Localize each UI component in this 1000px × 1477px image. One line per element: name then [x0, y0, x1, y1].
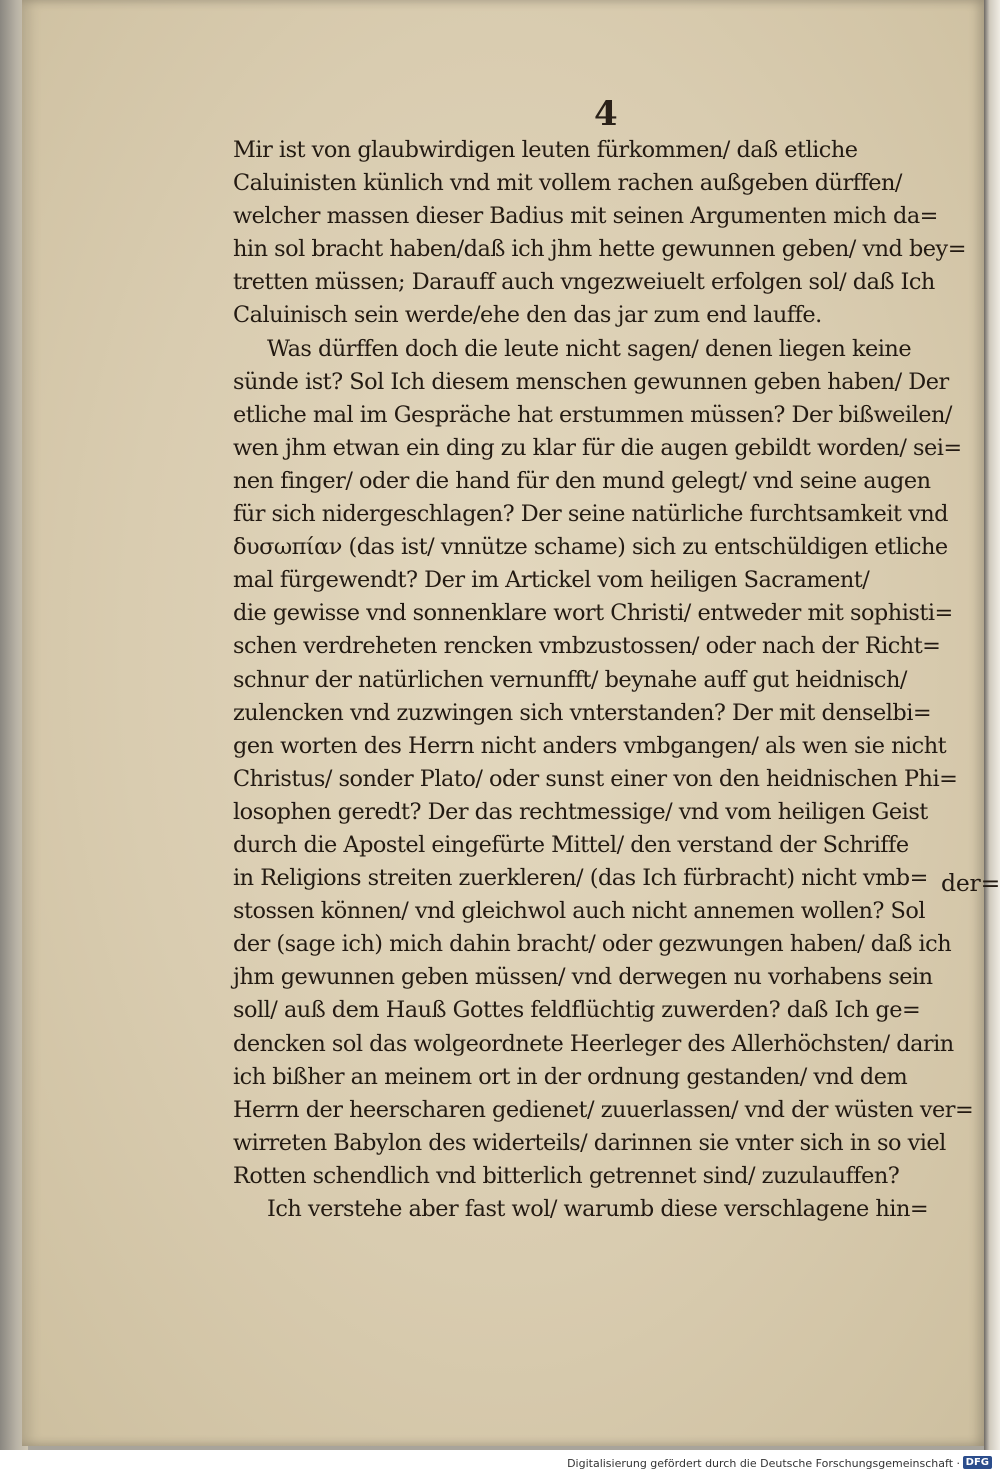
catchword: der= [941, 869, 1000, 897]
text-line: stossen können/ vnd gleichwol auch nicht annemen wollen? Sol [233, 898, 925, 925]
text-line: durch die Apostel eingefürte Mittel/ den verstand der Schriffe [233, 831, 909, 858]
text-line: δυσωπίαν (das ist/ vnnütze schame) sich zu entschüldigen etliche [233, 534, 948, 561]
text-line: etliche mal im Gespräche hat erstummen müssen? Der bißweilen/ [233, 401, 952, 428]
text-line: losophen geredt? Der das rechtmessige/ vnd vom heiligen Geist [233, 798, 928, 825]
text-line: nen finger/ oder die hand für den mund gelegt/ vnd seine augen [233, 467, 931, 494]
text-line: Christus/ sonder Plato/ oder sunst einer von den heidnischen Phi= [233, 765, 958, 792]
text-line: welcher massen dieser Badius mit seinen Argumenten mich da= [233, 203, 938, 230]
text-line: Rotten schendlich vnd bitterlich getrennet sind/ zuzulauffen? [233, 1162, 900, 1189]
text-line: wirreten Babylon des widerteils/ darinnen sie vnter sich in so viel [233, 1129, 946, 1156]
text-line: soll/ auß dem Hauß Gottes feldflüchtig zuwerden? daß Ich ge= [233, 997, 921, 1024]
text-line: tretten müssen; Darauff auch vngezweiuelt erfolgen sol/ daß Ich [233, 269, 935, 296]
text-line: mal fürgewendt? Der im Artickel vom heiligen Sacrament/ [233, 567, 870, 594]
text-line: sünde ist? Sol Ich diesem menschen gewunnen geben haben/ Der [233, 368, 949, 395]
text-line: in Religions streiten zuerkleren/ (das Ich fürbracht) nicht vmb= [233, 865, 928, 892]
text-line: hin sol bracht haben/daß ich jhm hette gewunnen geben/ vnd bey= [233, 236, 966, 263]
text-line: gen worten des Herrn nicht anders vmbgangen/ als wen sie nicht [233, 732, 947, 759]
page-number: 4 [594, 94, 618, 134]
text-line: zulencken vnd zuzwingen sich vnterstanden? Der mit denselbi= [233, 699, 932, 726]
text-line: dencken sol das wolgeordnete Heerleger des Allerhöchsten/ darin [233, 1030, 954, 1057]
text-line: Mir ist von glaubwirdigen leuten fürkommen/ daß etliche [233, 137, 858, 163]
text-line: für sich nidergeschlagen? Der seine natürliche furchtsamkeit vnd [233, 501, 948, 528]
text-line: schen verdreheten rencken vmbzustossen/ oder nach der Richt= [233, 633, 941, 660]
footer-bar [0, 1450, 1000, 1477]
text-line: jhm gewunnen geben müssen/ vnd derwegen nu vorhabens sein [233, 964, 933, 991]
text-line: Ich verstehe aber fast wol/ warumb diese verschlagene hin= [267, 1196, 929, 1222]
text-line: schnur der natürlichen vernunfft/ beynahe auff gut heidnisch/ [233, 666, 907, 693]
text-line: der (sage ich) mich dahin bracht/ oder gezwungen haben/ daß ich [233, 931, 952, 958]
text-line: Caluinisch sein werde/ehe den das jar zum end lauffe. [233, 302, 822, 329]
text-line: ich bißher an meinem ort in der ordnung gestanden/ vnd dem [233, 1063, 908, 1090]
text-line: die gewisse vnd sonnenklare wort Christi/ entweder mit sophisti= [233, 600, 953, 627]
dfg-logo: DFG [963, 1456, 992, 1469]
text-line: wen jhm etwan ein ding zu klar für die augen gebildt worden/ sei= [233, 434, 962, 461]
body-text [233, 134, 985, 1226]
text-line: Caluinisten künlich vnd mit vollem rachen außgeben dürffen/ [233, 170, 902, 197]
text-line: Herrn der heerscharen gedienet/ zuuerlassen/ vnd der wüsten ver= [233, 1096, 974, 1123]
book-right-edge [984, 0, 1000, 1450]
funding-credit: Digitalisierung gefördert durch die Deutsche Forschungsgemeinschaft · [567, 1457, 960, 1470]
text-line: Was dürffen doch die leute nicht sagen/ denen liegen keine [267, 335, 912, 362]
